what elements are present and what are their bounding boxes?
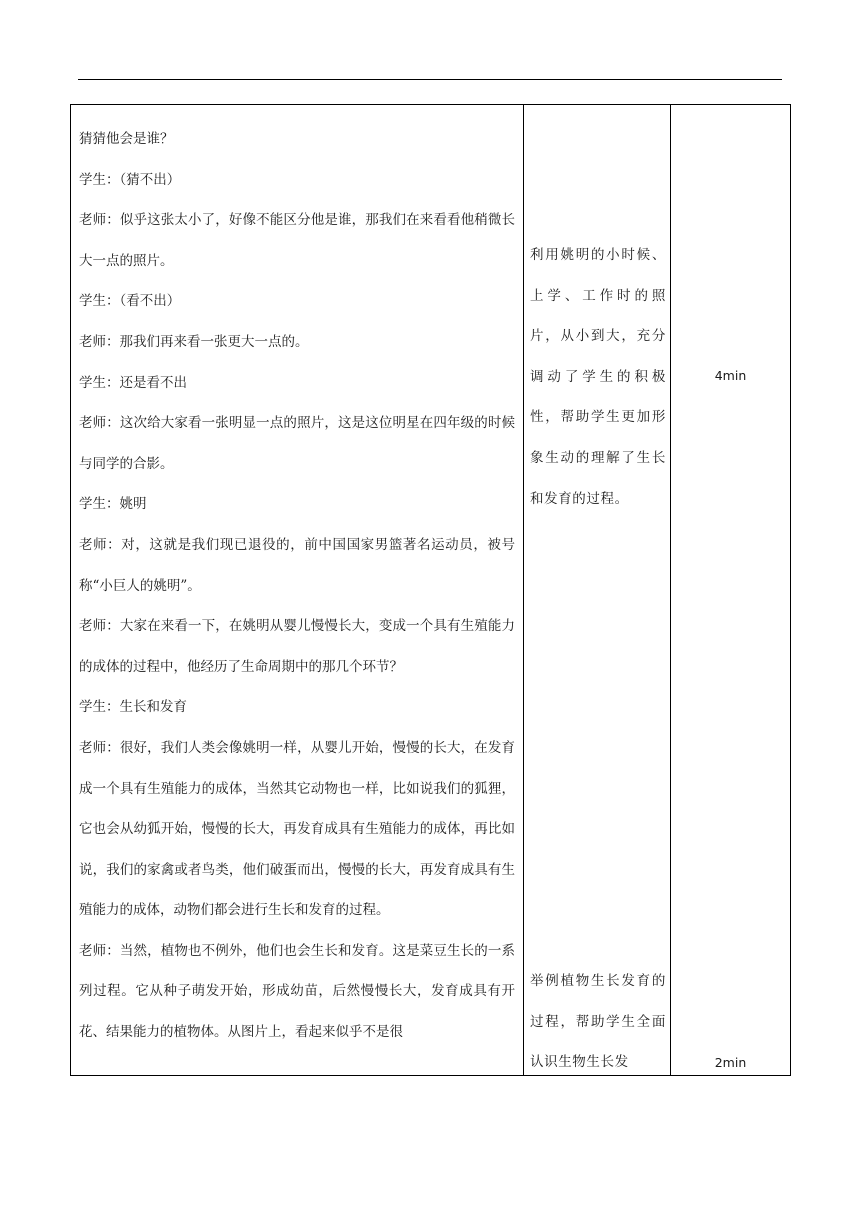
time-allocation-cell [671, 105, 791, 1076]
time-label: 2min [714, 1055, 747, 1070]
dialogue-line: 学生：姚明 [79, 496, 147, 513]
dialogue-line: 老师：那我们再来看一张更大一点的。 [79, 333, 309, 350]
dialogue-line: 学生：还是看不出 [79, 374, 187, 391]
teaching-process-cell [71, 105, 524, 1076]
dialogue-line: 学生：（看不出） [79, 293, 181, 310]
dialogue-line: 猜猜他会是谁？ [79, 131, 174, 147]
dialogue-text [71, 105, 523, 1053]
dialogue-line: 老师：大家在来看一下，在姚明从婴儿慢慢长大，变成一个具有生殖能力的成体的过程中，他经历了生命周期中的那几个环节？ [79, 618, 515, 675]
time-label: 4min [714, 368, 747, 383]
dialogue-line: 老师：很好，我们人类会像姚明一样，从婴儿开始，慢慢的长大，在发育成一个具有生殖能力的成体，当然其它动物也一样，比如说我们的狐狸，它也会从幼狐开始，慢慢的长大，再发育成具有生殖能力的成体，再比如说，我们的家禽或者鸟类，他们破蛋而出，慢慢的长大，再发育成具有生殖能力的成体，动物们都会进行生长和发育的过程。 [79, 739, 515, 919]
dialogue-line: 老师：当然，植物也不例外，他们也会生长和发育。这是菜豆生长的一系列过程。它从种子萌发开始，形成幼苗，后然慢慢长大，发育成具有开花、结果能力的植物体。从图片上，看起来似乎不是很 [79, 942, 515, 1041]
dialogue-line: 老师：这次给大家看一张明显一点的照片，这是这位明星在四年级的时候与同学的合影。 [79, 415, 515, 472]
design-intent-cell [524, 105, 671, 1076]
dialogue-line: 老师：似乎这张太小了，好像不能区分他是谁，那我们在来看看他稍微长大一点的照片。 [79, 212, 515, 269]
table-row [71, 105, 791, 1076]
header-rule [78, 79, 782, 80]
dialogue-line: 学生：（猜不出） [79, 171, 181, 188]
dialogue-line: 老师：对，这就是我们现已退役的，前中国国家男篮著名运动员，被号称“小巨人的姚明”。 [79, 536, 515, 594]
lesson-plan-table [70, 104, 791, 1076]
design-intent-text: 利用姚明的小时候、上学、工作时的照片，从小到大，充分调动了学生的积极性，帮助学生更加形象生动的理解了生长和发育的过程。 [530, 247, 666, 507]
dialogue-line: 学生：生长和发育 [79, 699, 187, 716]
design-intent-text: 举例植物生长发育的过程，帮助学生全面认识生物生长发 [530, 973, 666, 1071]
